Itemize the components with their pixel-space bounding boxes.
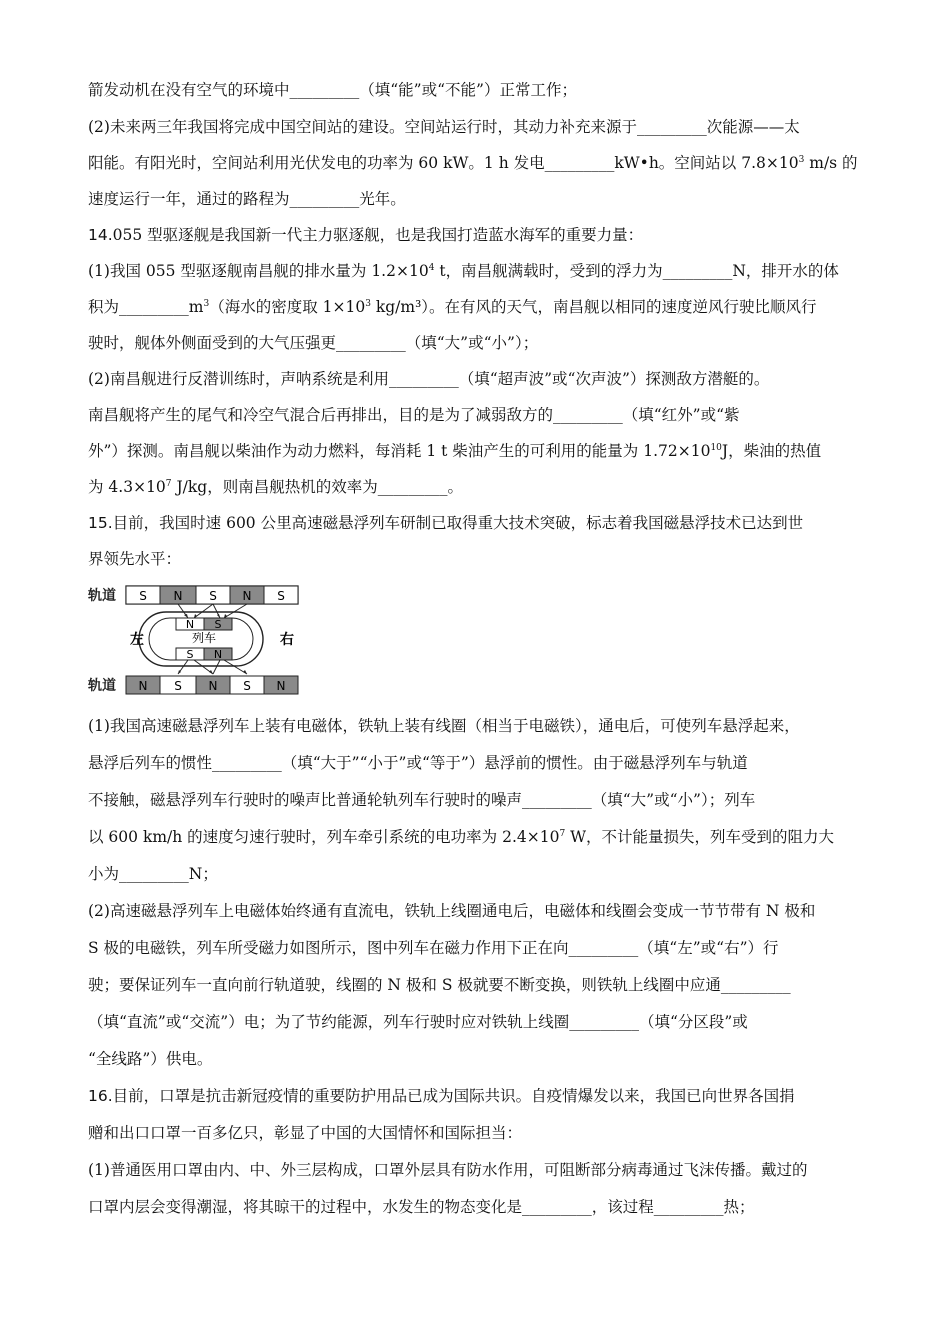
- text-line: 界领先水平：: [88, 550, 182, 568]
- text-line: (2)高速磁悬浮列车上电磁体始终通有直流电，铁轨上线圈通电后，电磁体和线圈会变成一节节带有 N 极和: [88, 902, 816, 920]
- left-label: 左: [130, 632, 144, 648]
- text-line: 南昌舰将产生的尾气和冷空气混合后再排出，目的是为了减弱敌方的_________（填“红外”或“紫: [88, 406, 740, 424]
- pole-label: S: [243, 679, 251, 693]
- pole-label: N: [185, 618, 195, 631]
- text-line: 速度运行一年，通过的路程为_________光年。: [88, 190, 406, 208]
- pole-label: S: [139, 589, 147, 603]
- text-line: 不接触，磁悬浮列车行驶时的噪声比普通轮轨列车行驶时的噪声_________（填“大”或“小”）；列车: [88, 791, 756, 809]
- text-line: 以 600 km/h 的速度匀速行驶时，列车牵引系统的电功率为 $2.4\times 10^7$ W，不计能量损失，列车受到的阻力大: [88, 828, 835, 846]
- pole-label: S: [209, 589, 217, 603]
- text-line: (1)普通医用口罩由内、中、外三层构成，口罩外层具有防水作用，可阻断部分病毒通过飞沫传播。戴过的: [88, 1161, 808, 1179]
- text-line: 口罩内层会变得潮湿，将其晾干的过程中，水发生的物态变化是_________，该过程_________热；: [88, 1198, 755, 1216]
- pole-label: S: [186, 648, 194, 661]
- text-line: (2)南昌舰进行反潜训练时，声呐系统是利用_________（填“超声波”或“次声波”）探测敌方潜艇的。: [88, 370, 770, 388]
- text-line: （填“直流”或“交流”）电；为了节约能源，列车行驶时应对铁轨上线圈_________（填“分区段”或: [88, 1013, 748, 1031]
- pole-label: N: [276, 679, 286, 693]
- pole-label: N: [173, 589, 183, 603]
- track-label-bottom: 轨道: [88, 678, 116, 694]
- text-line: 驶；要保证列车一直向前行轨道驶，线圈的 N 极和 S 极就要不断变换，则铁轨上线圈中应通_________: [88, 976, 791, 994]
- text-line: 驶时，舰体外侧面受到的大气压强更_________（填“大”或“小”）；: [88, 334, 539, 352]
- pole-label: S: [277, 589, 285, 603]
- text-line: (2)未来两三年我国将完成中国空间站的建设。空间站运行时，其动力补充来源于_________次能源——太: [88, 118, 800, 136]
- top-track-cells: [126, 586, 298, 604]
- bottom-track-cells: [126, 676, 298, 694]
- question-16-heading: 16.目前，口罩是抗击新冠疫情的重要防护用品已成为国际共识。自疫情爆发以来，我国已向世界各国捐: [88, 1087, 795, 1105]
- text-line: 外”）探测。南昌舰以柴油作为动力燃料，每消耗 1 t 柴油产生的可利用的能量为 $1.72\times 10^{10}J$，柴油的热值: [88, 442, 822, 460]
- pole-label: N: [138, 679, 148, 693]
- text-line: 悬浮后列车的惯性_________（填“大于”“小于”或“等于”）悬浮前的惯性。由于磁悬浮列车与轨道: [88, 754, 748, 772]
- text-line: 为 $4.3\times 10^7$ J/kg，则南昌舰热机的效率为_________。: [88, 478, 463, 496]
- maglev-diagram: [88, 582, 300, 696]
- text-line: 箭发动机在没有空气的环境中_________（填“能”或“不能”）正常工作；: [88, 81, 577, 99]
- text-line: (1)我国高速磁悬浮列车上装有电磁体，铁轨上装有线圈（相当于电磁铁），通电后，可使列车悬浮起来，: [88, 717, 800, 735]
- text-line: 阳能。有阳光时，空间站利用光伏发电的功率为 60 kW。1 h 发电_________kW•h。空间站以 $7.8\times 10^3$ m/s 的: [88, 154, 858, 172]
- pole-label: S: [214, 618, 222, 631]
- text-line: S 极的电磁铁，列车所受磁力如图所示，图中列车在磁力作用下正在向_________（填“左”或“右”）行: [88, 939, 779, 957]
- track-label-top: 轨道: [88, 588, 116, 604]
- train-label: 列车: [191, 631, 217, 645]
- pole-label: N: [213, 648, 223, 661]
- right-label: 右: [280, 632, 294, 648]
- pole-label: S: [174, 679, 182, 693]
- question-14-heading: 14.055 型驱逐舰是我国新一代主力驱逐舰，也是我国打造蓝水海军的重要力量：: [88, 226, 644, 244]
- text-line: “全线路”）供电。: [88, 1050, 213, 1068]
- text-line: 赠和出口口罩一百多亿只，彰显了中国的大国情怀和国际担当：: [88, 1124, 523, 1142]
- text-line: (1)我国 055 型驱逐舰南昌舰的排水量为 $1.2\times 10^4$ t，南昌舰满载时，受到的浮力为_________N，排开水的体: [88, 262, 839, 280]
- text-line: 积为$\_\_\_\_\_\_\_\_\_m^3$（海水的密度取 $1\times 10^3$ kg/m³）。在有风的天气，南昌舰以相同的速度逆风行驶比顺风行: [88, 298, 817, 316]
- question-15-heading: 15.目前，我国时速 600 公里高速磁悬浮列车研制已取得重大技术突破，标志着我国磁悬浮技术已达到世: [88, 514, 804, 532]
- text-line: 小为_________N；: [88, 865, 218, 883]
- pole-label: N: [208, 679, 218, 693]
- pole-label: N: [242, 589, 252, 603]
